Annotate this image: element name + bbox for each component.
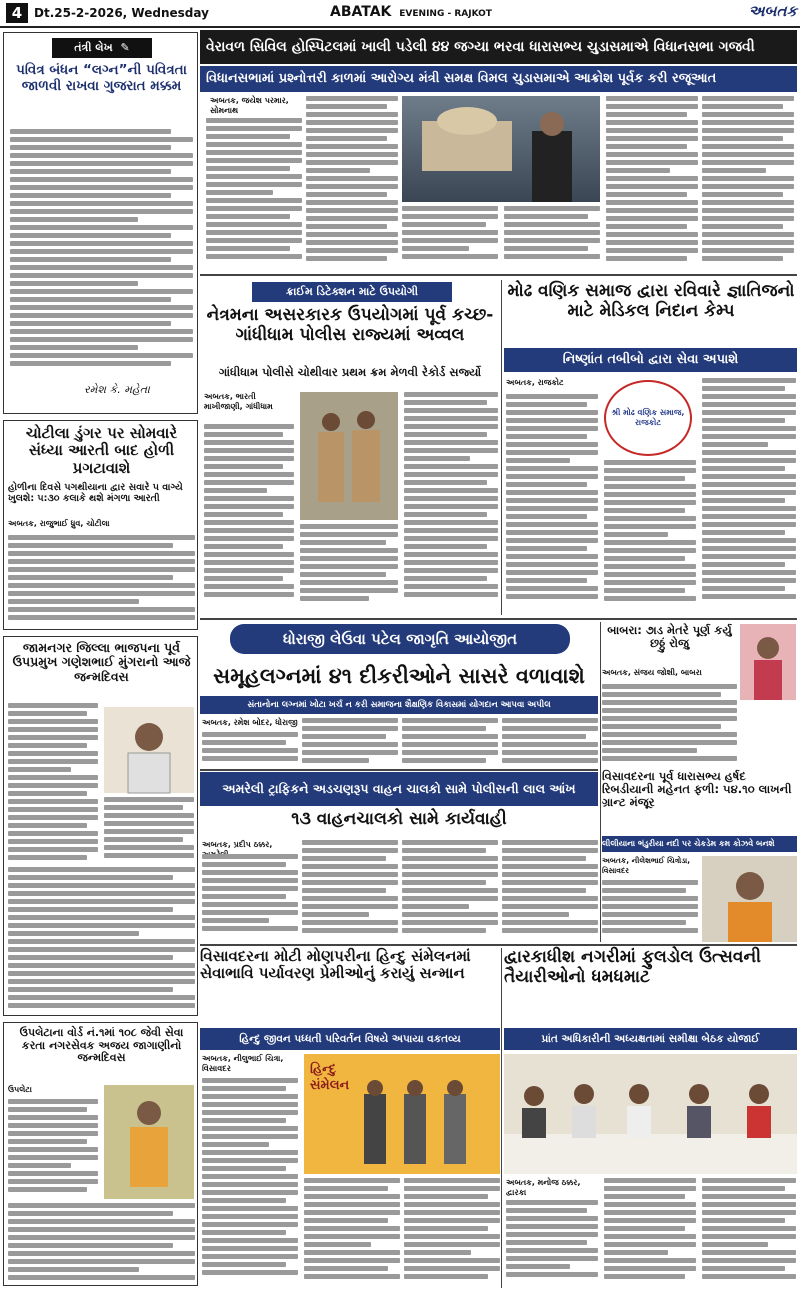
pen-icon: ✎ <box>120 41 130 54</box>
dwarka-dateline: અબતક, મનોજ ઠક્કર, દ્વારકા <box>506 1178 581 1197</box>
jamnagar-story <box>3 636 198 1016</box>
upleta-dateline: ઉપલેટા <box>8 1085 32 1094</box>
leader-photo <box>702 856 797 942</box>
portrait-photo <box>104 707 194 793</box>
babra-headline: બાબરા: ૭ાડ મેતરે પૂર્ણ કર્યુ છઠ્ઠું રોજુ <box>607 623 732 651</box>
hindu-sammelan-dateline: અબતક, નીલુભાઈ ચિત્રા, વિસાવદર <box>202 1054 284 1073</box>
councillor-photo <box>104 1085 194 1199</box>
meeting-photo <box>504 1054 797 1174</box>
visavadar-grant-dateline: અબતક, નીલેશભાઈ ચિત્રોડા, વિસાવદર <box>602 856 691 875</box>
babra-story <box>602 622 797 767</box>
samaj-logo-text: શ્રી મોઢ વણિક સમાજ, રાજકોટ <box>611 408 685 427</box>
visavadar-grant-headline: વિસાવદરના પૂર્વ ધારાસભ્ય હર્ષદ રિબડીયાની મહેનત ફળી: ૫૪.૧૦ લાખની ગ્રાન્ટ મંજૂર <box>602 769 792 810</box>
masthead <box>0 0 800 28</box>
dhoraji-subhead: સંતાનોના લગ્નમાં ખોટા ખર્ચ ન કરી સમાજના શૈક્ષણિક વિકાસમાં યોગદાન આપવા અપીલ <box>200 696 598 714</box>
hindu-sammelan-subhead: હિન્દુ જીવન પધ્ધતી પરિવર્તન વિષયે અપાયા વકતવ્ય <box>200 1028 500 1050</box>
assembly-photo <box>402 96 600 202</box>
hindu-sammelan-photo <box>304 1054 500 1174</box>
top-story-body <box>202 96 796 272</box>
visavadar-grant-story <box>602 770 797 942</box>
dwarka-subhead: પ્રાંત અધિકારીની અધ્યક્ષતામાં સમીક્ષા બેઠક યોજાઈ <box>504 1028 797 1050</box>
stage-photo <box>304 1054 500 1174</box>
editorial-signature: રમેશ કે. મહેતા <box>84 383 150 396</box>
editorial-title: પવિત્ર બંધન “લગ્ન”ની પવિત્રતા જાળવી રાખવા ગુજરાત મક્કમ <box>16 62 187 94</box>
police-dateline: અબતક, ભારતી માખીજાણી, ગાંધીધામ <box>204 392 273 411</box>
editorial-body <box>10 129 193 377</box>
top-story-photo <box>402 96 600 202</box>
brand-title: ABATAK <box>330 4 392 20</box>
top-story-headline: વેરાવળ સિવિલ હોસ્પિટલમાં ખાલી પડેલી ૪૪ જગ્યા ભરવા ધારાસભ્ય ચુડાસમાએ વિધાનસભા ગજવી <box>200 30 797 64</box>
chotila-dateline: અબતક, રાજુભાઈ ધ્રુવ, ચોટીલા <box>8 519 110 528</box>
dhoraji-dateline: અબતક, રમેશ બોદર, ધોરાજી <box>202 718 298 727</box>
dhoraji-headline: સમૂહલગ્નમાં ૪૧ દીકરીઓને સાસરે વળાવાશે <box>213 664 585 688</box>
edition-label: EVENING - RAJKOT <box>399 9 492 19</box>
amreli-story <box>200 772 598 942</box>
medical-camp-headline: મોઢ વણિક સમાજ દ્વારા રવિવારે જ્ઞાતિજનો માટે મેડિકલ નિદાન કેમ્પ <box>507 281 795 321</box>
chotila-story <box>3 420 198 630</box>
police-story <box>200 280 500 615</box>
jamnagar-photo <box>104 707 194 793</box>
medical-camp-dateline: અબતક, રાજકોટ <box>506 378 564 387</box>
police-headline: નેત્રમના અસરકારક ઉપયોગમાં પૂર્વ કચ્છ-ગાંધીધામ પોલીસ રાજ્યમાં અવ્વલ <box>206 305 494 345</box>
upleta-headline: ઉપલેટાના વોર્ડ નં.૧માં ૧૦૮ જેવી સેવા કરતા નગરસેવક અજય જાગાણીનો જન્મદિવસ <box>19 1026 184 1065</box>
top-story-subhead: વિધાનસભામાં પ્રશ્નોત્તરી કાળમાં આરોગ્ય મંત્રી સમક્ષ વિમલ ચુડાસમાએ આક્રોશ પૂર્વક કરી રજૂઆત <box>200 66 797 92</box>
chotila-headline: ચોટીલા ડુંગર પર સોમવારે સંધ્યા આરતી બાદ હોળી પ્રગટાવાશે <box>25 424 178 477</box>
top-story-dateline: અબતક, જયેશ પરમાર, સોમનાથ <box>210 96 289 115</box>
brand-logo: અબતક <box>748 2 797 20</box>
police-subhead: ગાંધીધામ પોલીસે ચોથીવાર પ્રથમ ક્રમ મેળવી રેકોર્ડ સર્જ્યો <box>218 365 482 379</box>
samaj-logo <box>604 380 692 456</box>
police-photo <box>300 392 398 520</box>
amreli-headline: અમરેલી ટ્રાફિકને અડચણરૂપ વાહન ચાલકો સામે પોલીસની લાલ આંખ <box>200 772 598 806</box>
dhoraji-kicker: ધોરાજી લેઉવા પટેલ જાગૃતિ આયોજીત <box>230 624 570 654</box>
dwarka-headline: દ્વારકાધીશ નગરીમાં ફુલડોલ ઉત્સવની તૈયારીઓનો ધમધમાટ <box>504 947 762 987</box>
amreli-dateline: અબતક, પ્રદીપ ઠક્કર, <box>202 840 273 849</box>
chotila-subhead: હોળીના દિવસે પગથીયાના દ્વાર સવારે ૫ વાગ્યે ખુલશે: ૫:૩૦ કલાકે થશે મંગળા આરતી <box>8 482 183 504</box>
jamnagar-headline: જામનગર જિલ્લા ભાજપના પૂર્વ ઉપપ્રમુખ ગણેશભાઈ મુંગરાનો આજે જન્મદિવસ <box>12 640 191 684</box>
brand-name <box>330 4 560 24</box>
child-photo <box>740 624 796 700</box>
hindu-sammelan-story <box>200 948 500 1288</box>
police-kicker: ક્રાઈમ ડિટેક્શન માટે ઉપયોગી <box>252 282 452 302</box>
page-number: 4 <box>6 3 28 23</box>
dhoraji-story <box>200 622 598 767</box>
kicker-text: તંત્રી લેખ <box>74 41 113 54</box>
visavadar-grant-subhead: લીલીયાના ભંડુરીયા નદી પર ચેકડેમ કમ કોઝવે બનશે <box>602 836 797 852</box>
amreli-subhead: ૧૩ વાહનચાલકો સામે કાર્યવાહી <box>291 809 507 829</box>
editorial-box <box>3 32 198 414</box>
officers-photo <box>300 392 398 520</box>
medical-camp-story <box>504 280 797 615</box>
medical-camp-subhead: નિષ્ણાંત તબીબો દ્વારા સેવા અપાશે <box>504 348 797 372</box>
upleta-story <box>3 1022 198 1286</box>
editorial-kicker <box>52 38 152 58</box>
dwarka-story <box>504 948 797 1288</box>
issue-date: Dt.25-2-2026, Wednesday <box>34 6 209 20</box>
sammelan-banner: હિન્દુ સંમેલન <box>310 1062 350 1093</box>
visavadar-grant-photo <box>702 856 797 942</box>
babra-photo <box>740 624 796 700</box>
hindu-sammelan-headline: વિસાવદરના મોટી મોણપરીના હિન્દુ સંમેલનમાં સેવાભાવિ પર્યાવરણ પ્રેમીઓનું કરાયું સન્માન <box>200 947 471 983</box>
babra-dateline: અબતક, સંજય જોશી, બાબરા <box>602 668 702 677</box>
dwarka-photo <box>504 1054 797 1174</box>
upleta-photo <box>104 1085 194 1199</box>
